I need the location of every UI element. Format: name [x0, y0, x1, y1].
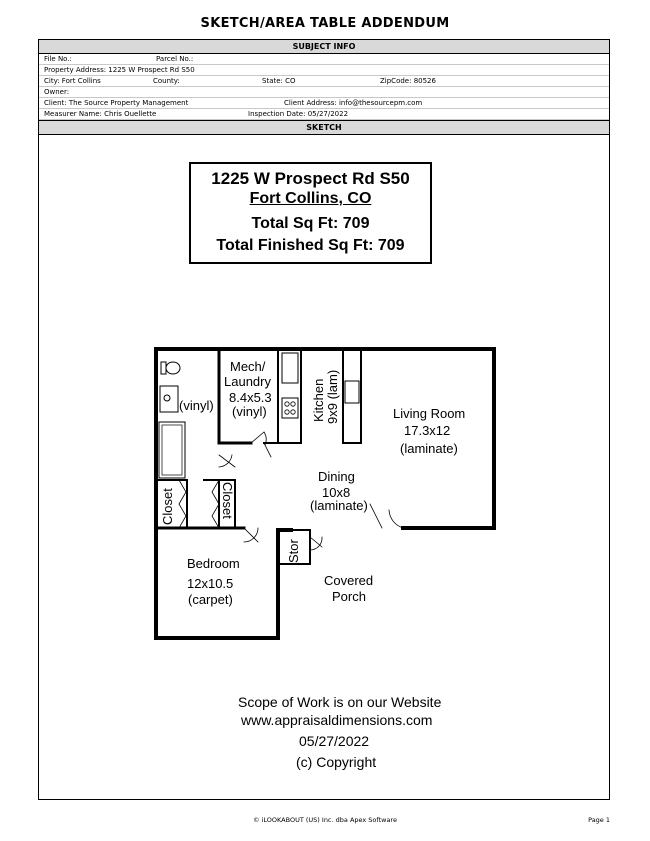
- room-mech-dims: 8.4x5.3: [229, 390, 272, 405]
- closet-divider: [187, 480, 219, 528]
- sketch-header: SKETCH: [39, 120, 609, 135]
- total-sqft: Total Sq Ft: 709: [251, 215, 370, 232]
- room-bedroom-name: Bedroom: [187, 556, 240, 571]
- room-kitchen-dims: 9x9 (lam): [325, 369, 340, 424]
- owner: Owner:: [44, 88, 70, 96]
- room-living-floor: (laminate): [400, 441, 458, 456]
- door-bath: [219, 455, 235, 467]
- room-porch-name: Covered: [324, 573, 374, 588]
- address-line-1: 1225 W Prospect Rd S50: [211, 169, 410, 188]
- kitchen-counter: [343, 349, 361, 443]
- scope-copyright: (c) Copyright: [296, 754, 377, 770]
- door-porch: [370, 504, 403, 528]
- zip-code: ZipCode: 80526: [380, 77, 436, 85]
- stove-fixture: [282, 398, 298, 418]
- property-address: Property Address: 1225 W Prospect Rd S50: [44, 66, 195, 74]
- room-living-dims: 17.3x12: [404, 423, 451, 438]
- door-closet-1: [179, 480, 186, 528]
- client-address: Client Address: info@thesourcepm.com: [284, 99, 423, 107]
- room-dining-name: Dining: [318, 469, 355, 484]
- room-porch-name-2: Porch: [332, 589, 366, 604]
- toilet-fixture: [166, 362, 180, 374]
- addendum-frame: [38, 39, 610, 800]
- city: City: Fort Collins: [44, 77, 101, 85]
- bathtub-fixture: [159, 422, 185, 478]
- inspection-date: Inspection Date: 05/27/2022: [248, 110, 349, 118]
- total-finished-sqft: Total Finished Sq Ft: 709: [216, 237, 405, 254]
- floor-plan: [39, 40, 609, 800]
- kitchen-sink-fixture: [345, 381, 359, 403]
- room-mech-floor: (vinyl): [232, 404, 267, 419]
- scope-line-2: www.appraisaldimensions.com: [241, 712, 433, 728]
- door-dining: [264, 443, 271, 457]
- room-closet-2: Closet: [220, 482, 235, 519]
- footer-software: © iLOOKABOUT (US) Inc. dba Apex Software: [253, 816, 397, 824]
- county: County:: [153, 77, 180, 85]
- document-title: SKETCH/AREA TABLE ADDENDUM: [200, 16, 450, 31]
- sink-fixture: [160, 386, 178, 412]
- room-dining-dims: 10x8: [322, 485, 351, 500]
- room-closet-1: Closet: [160, 488, 175, 525]
- door-bedroom: [244, 528, 258, 542]
- scope-date: 05/27/2022: [299, 733, 370, 749]
- door-closet-2: [212, 480, 219, 528]
- toilet-tank: [161, 362, 166, 374]
- scope-line-1: Scope of Work is on our Website: [238, 694, 442, 710]
- room-mech-name-2: Laundry: [224, 374, 271, 389]
- door-storage: [310, 537, 322, 550]
- parcel-no: Parcel No.:: [156, 55, 194, 63]
- address-city: Fort Collins, CO: [249, 190, 372, 207]
- file-no: File No.:: [44, 55, 72, 63]
- room-bath-floor: (vinyl): [179, 398, 214, 413]
- room-bedroom-dims: 12x10.5: [187, 576, 234, 591]
- room-bedroom-floor: (carpet): [188, 592, 233, 607]
- room-mech-name: Mech/: [230, 359, 266, 374]
- measurer-name: Measurer Name: Chris Ouellette: [44, 110, 157, 118]
- state: State: CO: [262, 77, 296, 85]
- room-living-name: Living Room: [393, 406, 466, 421]
- client: Client: The Source Property Management: [44, 99, 189, 107]
- subject-info-header: SUBJECT INFO: [39, 40, 609, 54]
- page-number: Page 1: [588, 816, 610, 824]
- room-storage: Stor: [286, 539, 301, 563]
- fridge-fixture: [282, 353, 298, 383]
- room-dining-floor: (laminate): [310, 498, 368, 513]
- room-kitchen-name: Kitchen: [311, 378, 326, 422]
